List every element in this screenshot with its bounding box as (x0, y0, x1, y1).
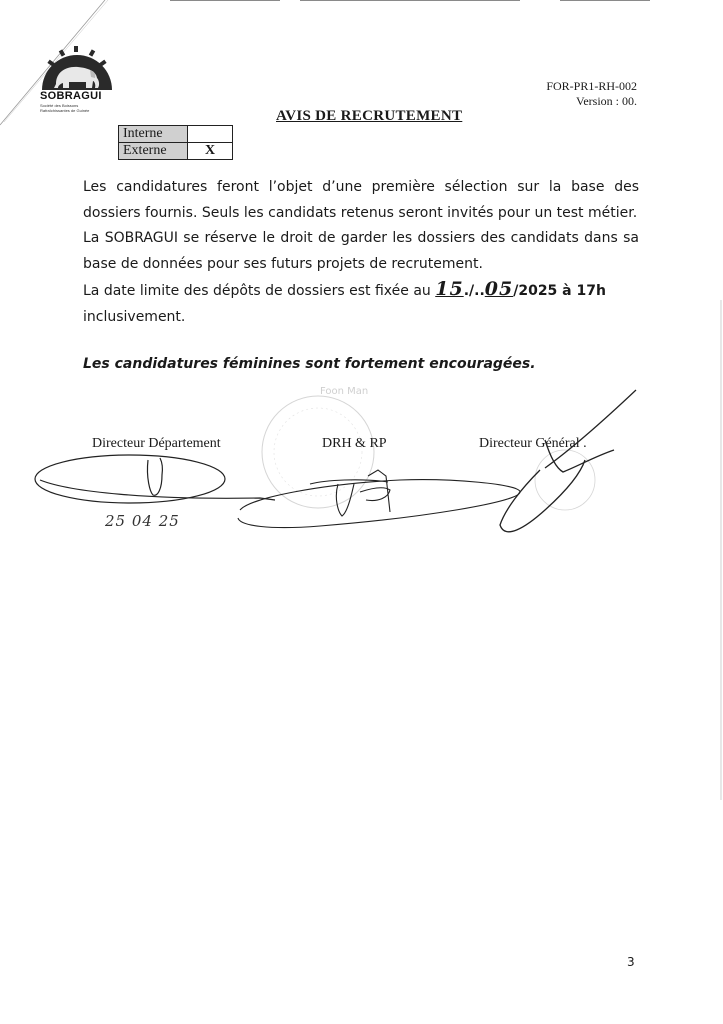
company-logo (36, 40, 118, 120)
signature-hr-director (238, 470, 520, 528)
signatory-general-director: Directeur Général . (479, 436, 587, 451)
deadline-separator: ./.. (463, 283, 485, 300)
logo-name: SOBRAGUI (40, 90, 102, 102)
table-row (119, 126, 233, 143)
deadline-month: 05 (484, 278, 514, 301)
stamp-text: Foon Man (320, 386, 369, 397)
table-row (119, 143, 233, 160)
signature-department-director (35, 455, 275, 503)
document-version: Version : 00. (576, 94, 637, 108)
signatory-department-director: Directeur Département (92, 436, 221, 451)
signatures-area (0, 380, 723, 550)
scan-edge-line (560, 0, 650, 1)
database-paragraph: La SOBRAGUI se réserve le droit de garder les dossiers des candidats dans sa base de données pour ses futurs projets de recrutement. (83, 230, 639, 272)
signature-general-director (500, 390, 636, 532)
type-label-external: Externe (119, 143, 188, 160)
deadline-year-time: /2025 à 17h (513, 283, 606, 300)
stamp-right (535, 450, 595, 510)
female-candidates-note: Les candidatures féminines sont fortement encouragées. (83, 356, 536, 372)
signatory-hr-director: DRH & RP (322, 436, 387, 451)
document-reference (546, 79, 637, 109)
type-mark-internal (188, 126, 233, 143)
logo-tagline: Société des Boissons Rafraîchissantes de Guinée (40, 103, 90, 113)
type-mark-external: X (188, 143, 233, 160)
scan-edge-line (170, 0, 280, 1)
scan-edge-line (300, 0, 520, 1)
scan-edge-right (712, 300, 723, 800)
page-title: AVIS DE RECRUTEMENT (276, 108, 463, 124)
elephant-logo-icon (36, 40, 118, 92)
type-label-internal: Interne (119, 126, 188, 143)
recruitment-type-table (118, 125, 233, 160)
page-number: 3 (627, 955, 635, 969)
company-stamp (262, 386, 374, 508)
deadline-prefix: La date limite des dépôts de dossiers est fixée au (83, 283, 431, 300)
handwritten-date: 25 04 25 (105, 512, 180, 530)
document-code: FOR-PR1-RH-002 (546, 79, 637, 93)
deadline-paragraph (83, 277, 639, 330)
selection-paragraph: Les candidatures feront l’objet d’une première sélection sur la base des dossiers fournis. Seuls les candidats retenus seront invités pour un test métier. (83, 179, 639, 221)
deadline-day: 15 (435, 278, 464, 301)
notice-body (83, 175, 639, 331)
deadline-date (435, 278, 606, 301)
deadline-suffix: inclusivement. (83, 308, 186, 325)
